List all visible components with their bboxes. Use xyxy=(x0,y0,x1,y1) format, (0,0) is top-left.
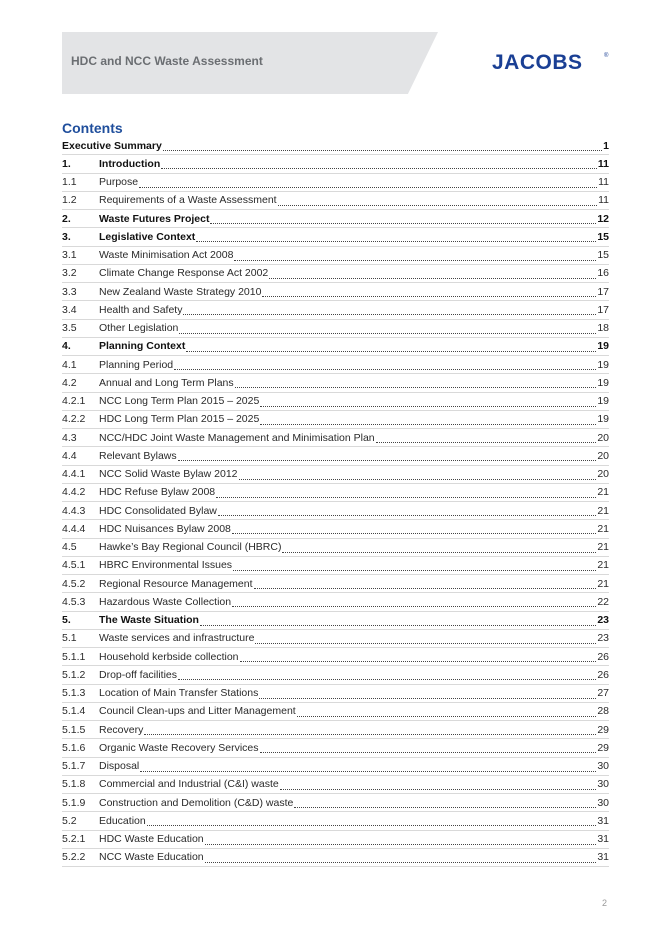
toc-entry-number: 5.1.8 xyxy=(62,778,86,791)
table-of-contents xyxy=(62,137,609,867)
toc-dot-leader xyxy=(255,631,596,644)
toc-entry-title: Regional Resource Management xyxy=(99,577,253,590)
toc-entry-title: NCC Long Term Plan 2015 – 2025 xyxy=(99,395,260,408)
registered-mark: ® xyxy=(604,53,609,59)
toc-entry-number: 3.2 xyxy=(62,267,77,280)
toc-entry-page: 19 xyxy=(597,376,609,389)
toc-entry-title: Climate Change Response Act 2002 xyxy=(99,267,269,280)
toc-entry[interactable] xyxy=(62,356,609,374)
toc-entry-number: 5.1.1 xyxy=(62,650,86,663)
toc-entry[interactable] xyxy=(62,739,609,757)
toc-entry-page: 15 xyxy=(597,249,609,262)
toc-entry-number: 4.3 xyxy=(62,431,77,444)
toc-entry-page: 11 xyxy=(598,194,609,207)
toc-entry[interactable] xyxy=(62,575,609,593)
toc-dot-leader xyxy=(232,594,596,607)
toc-entry-number: 5.1 xyxy=(62,632,77,645)
toc-entry-title: NCC Solid Waste Bylaw 2012 xyxy=(99,468,238,481)
toc-entry[interactable] xyxy=(62,320,609,338)
toc-entry-title: HDC Nuisances Bylaw 2008 xyxy=(99,522,231,535)
toc-entry-title: HDC Waste Education xyxy=(99,833,204,846)
toc-entry-number: 4.5.3 xyxy=(62,595,86,608)
toc-dot-leader xyxy=(183,302,596,315)
toc-entry-page: 12 xyxy=(597,212,609,225)
toc-entry[interactable] xyxy=(62,539,609,557)
toc-entry-number: 4.4 xyxy=(62,449,77,462)
toc-entry-title: Legislative Context xyxy=(99,230,196,243)
toc-dot-leader xyxy=(161,156,597,169)
toc-entry-page: 23 xyxy=(597,632,609,645)
toc-entry[interactable] xyxy=(62,648,609,666)
toc-entry-number: 4. xyxy=(62,340,71,353)
toc-entry-page: 30 xyxy=(597,796,609,809)
toc-entry[interactable] xyxy=(62,776,609,794)
toc-entry[interactable] xyxy=(62,630,609,648)
toc-entry-page: 31 xyxy=(597,851,609,864)
toc-entry[interactable] xyxy=(62,520,609,538)
toc-entry-title: Planning Period xyxy=(99,358,174,371)
toc-entry-title: Construction and Demolition (C&D) waste xyxy=(99,796,294,809)
toc-entry-number: 5.1.4 xyxy=(62,705,86,718)
toc-entry-number: 5. xyxy=(62,614,71,627)
toc-dot-leader xyxy=(294,795,596,808)
toc-entry[interactable] xyxy=(62,301,609,319)
toc-entry-title: Planning Context xyxy=(99,340,186,353)
toc-dot-leader xyxy=(147,813,597,826)
toc-entry-page: 29 xyxy=(597,741,609,754)
toc-dot-leader xyxy=(240,649,597,662)
toc-entry-number: 1.1 xyxy=(62,176,77,189)
toc-dot-leader xyxy=(232,521,596,534)
toc-entry-title: Drop-off facilities xyxy=(99,668,178,681)
toc-dot-leader xyxy=(234,248,596,261)
toc-entry[interactable] xyxy=(62,831,609,849)
toc-entry[interactable] xyxy=(62,812,609,830)
toc-entry-number: 5.2 xyxy=(62,814,77,827)
toc-entry-title: NCC Waste Education xyxy=(99,851,204,864)
toc-entry-title: HBRC Environmental Issues xyxy=(99,559,233,572)
toc-dot-leader xyxy=(278,193,597,206)
toc-entry-number: 4.2.2 xyxy=(62,413,86,426)
toc-entry-number: 3.5 xyxy=(62,322,77,335)
toc-entry[interactable] xyxy=(62,338,609,356)
toc-entry-page: 29 xyxy=(597,723,609,736)
toc-entry-title: Executive Summary xyxy=(62,139,162,152)
toc-entry[interactable] xyxy=(62,393,609,411)
toc-dot-leader xyxy=(218,503,596,516)
toc-entry[interactable] xyxy=(62,703,609,721)
toc-entry-page: 11 xyxy=(598,176,609,189)
toc-entry[interactable] xyxy=(62,685,609,703)
toc-entry-page: 19 xyxy=(597,395,609,408)
toc-entry-title: Council Clean-ups and Litter Management xyxy=(99,705,296,718)
toc-dot-leader xyxy=(297,704,597,717)
toc-entry[interactable] xyxy=(62,502,609,520)
toc-entry-number: 3.3 xyxy=(62,285,77,298)
toc-entry-title: HDC Refuse Bylaw 2008 xyxy=(99,486,216,499)
toc-entry-title: Organic Waste Recovery Services xyxy=(99,741,259,754)
toc-entry-page: 31 xyxy=(597,833,609,846)
toc-entry-number: 4.5.2 xyxy=(62,577,86,590)
toc-entry[interactable] xyxy=(62,721,609,739)
toc-entry-page: 26 xyxy=(597,668,609,681)
toc-entry[interactable] xyxy=(62,593,609,611)
toc-entry-page: 19 xyxy=(597,413,609,426)
toc-entry[interactable] xyxy=(62,429,609,447)
toc-dot-leader xyxy=(178,667,596,680)
toc-entry-page: 20 xyxy=(597,431,609,444)
toc-entry-page: 19 xyxy=(597,358,609,371)
toc-entry-page: 21 xyxy=(597,577,609,590)
toc-entry-number: 5.1.6 xyxy=(62,741,86,754)
toc-entry-page: 23 xyxy=(597,614,609,627)
toc-dot-leader xyxy=(140,759,596,772)
toc-entry-title: New Zealand Waste Strategy 2010 xyxy=(99,285,262,298)
toc-entry-number: 3. xyxy=(62,230,71,243)
toc-entry-page: 20 xyxy=(597,468,609,481)
toc-entry-page: 15 xyxy=(597,230,609,243)
toc-entry-title: Recovery xyxy=(99,723,144,736)
toc-dot-leader xyxy=(179,321,596,334)
toc-entry-title: Waste Minimisation Act 2008 xyxy=(99,249,234,262)
toc-entry-page: 22 xyxy=(597,595,609,608)
toc-entry-number: 1. xyxy=(62,157,71,170)
toc-entry-number: 4.5 xyxy=(62,541,77,554)
toc-entry-title: Annual and Long Term Plans xyxy=(99,376,234,389)
toc-dot-leader xyxy=(235,375,597,388)
toc-dot-leader xyxy=(269,266,596,279)
toc-entry-number: 3.1 xyxy=(62,249,77,262)
toc-dot-leader xyxy=(233,558,596,571)
toc-entry-number: 5.2.2 xyxy=(62,851,86,864)
toc-dot-leader xyxy=(174,357,596,370)
toc-entry-title: Disposal xyxy=(99,760,140,773)
toc-entry-title: HDC Consolidated Bylaw xyxy=(99,504,217,517)
toc-entry-title: Other Legislation xyxy=(99,322,179,335)
toc-entry-page: 19 xyxy=(597,340,609,353)
toc-dot-leader xyxy=(216,485,596,498)
toc-dot-leader xyxy=(178,448,597,461)
document-header-title: HDC and NCC Waste Assessment xyxy=(71,54,263,68)
toc-entry-number: 5.1.9 xyxy=(62,796,86,809)
page-number: 2 xyxy=(602,898,608,908)
toc-dot-leader xyxy=(280,777,597,790)
toc-entry-page: 20 xyxy=(597,449,609,462)
toc-dot-leader xyxy=(186,339,596,352)
toc-entry-page: 27 xyxy=(597,687,609,700)
toc-entry-page: 30 xyxy=(597,778,609,791)
toc-entry-title: Waste Futures Project xyxy=(99,212,210,225)
toc-entry-number: 4.2.1 xyxy=(62,395,86,408)
toc-entry-page: 11 xyxy=(597,157,609,170)
toc-entry-number: 1.2 xyxy=(62,194,77,207)
toc-entry-page: 31 xyxy=(597,814,609,827)
toc-entry-page: 21 xyxy=(597,522,609,535)
toc-dot-leader xyxy=(282,540,596,553)
toc-entry[interactable] xyxy=(62,484,609,502)
toc-entry[interactable] xyxy=(62,374,609,392)
toc-entry[interactable] xyxy=(62,447,609,465)
toc-entry-page: 21 xyxy=(597,559,609,572)
toc-dot-leader xyxy=(239,467,597,480)
toc-entry[interactable] xyxy=(62,155,609,173)
toc-entry[interactable] xyxy=(62,265,609,283)
toc-entry-number: 2. xyxy=(62,212,71,225)
toc-entry-number: 5.2.1 xyxy=(62,833,86,846)
toc-entry-page: 21 xyxy=(597,541,609,554)
toc-entry-title: Relevant Bylaws xyxy=(99,449,177,462)
toc-entry-page: 30 xyxy=(597,760,609,773)
toc-entry[interactable] xyxy=(62,666,609,684)
toc-dot-leader xyxy=(210,211,596,224)
toc-dot-leader xyxy=(144,722,596,735)
toc-entry[interactable] xyxy=(62,137,609,155)
toc-entry-title: The Waste Situation xyxy=(99,614,199,627)
toc-entry-page: 28 xyxy=(597,705,609,718)
toc-entry[interactable] xyxy=(62,228,609,246)
toc-entry-number: 4.5.1 xyxy=(62,559,86,572)
toc-entry-page: 21 xyxy=(597,504,609,517)
toc-dot-leader xyxy=(196,229,596,242)
toc-entry[interactable] xyxy=(62,758,609,776)
toc-dot-leader xyxy=(262,284,596,297)
contents-heading: Contents xyxy=(62,120,123,136)
toc-entry-title: Commercial and Industrial (C&I) waste xyxy=(99,778,279,791)
toc-entry-number: 4.1 xyxy=(62,358,77,371)
toc-dot-leader xyxy=(205,850,597,863)
toc-entry-title: Introduction xyxy=(99,157,161,170)
toc-dot-leader xyxy=(200,613,596,626)
toc-entry-page: 17 xyxy=(597,303,609,316)
toc-entry[interactable] xyxy=(62,849,609,867)
toc-entry-title: Education xyxy=(99,814,146,827)
toc-entry[interactable] xyxy=(62,174,609,192)
toc-entry-page: 16 xyxy=(597,267,609,280)
toc-dot-leader xyxy=(163,138,602,151)
toc-entry-title: HDC Long Term Plan 2015 – 2025 xyxy=(99,413,260,426)
toc-entry-title: Hawke’s Bay Regional Council (HBRC) xyxy=(99,541,282,554)
toc-entry-title: NCC/HDC Joint Waste Management and Minimisation Plan xyxy=(99,431,375,444)
toc-dot-leader xyxy=(376,430,597,443)
toc-entry-title: Hazardous Waste Collection xyxy=(99,595,232,608)
toc-entry-page: 17 xyxy=(597,285,609,298)
toc-entry-title: Waste services and infrastructure xyxy=(99,632,255,645)
toc-entry-page: 26 xyxy=(597,650,609,663)
toc-entry-title: Health and Safety xyxy=(99,303,183,316)
toc-dot-leader xyxy=(259,686,596,699)
toc-dot-leader xyxy=(260,740,597,753)
toc-dot-leader xyxy=(205,832,597,845)
toc-dot-leader xyxy=(139,175,597,188)
toc-entry-number: 5.1.3 xyxy=(62,687,86,700)
toc-entry[interactable] xyxy=(62,794,609,812)
toc-entry-number: 4.4.2 xyxy=(62,486,86,499)
toc-entry-number: 5.1.5 xyxy=(62,723,86,736)
toc-entry-title: Purpose xyxy=(99,176,139,189)
toc-entry[interactable] xyxy=(62,411,609,429)
jacobs-logo: JACOBS xyxy=(492,51,583,74)
toc-entry-page: 18 xyxy=(597,322,609,335)
toc-entry-page: 21 xyxy=(597,486,609,499)
toc-entry-title: Household kerbside collection xyxy=(99,650,239,663)
toc-entry-page: 1 xyxy=(603,139,609,152)
toc-entry[interactable] xyxy=(62,210,609,228)
toc-entry[interactable] xyxy=(62,612,609,630)
toc-entry-number: 5.1.2 xyxy=(62,668,86,681)
toc-entry[interactable] xyxy=(62,247,609,265)
toc-entry[interactable] xyxy=(62,466,609,484)
toc-entry[interactable] xyxy=(62,283,609,301)
toc-entry-title: Location of Main Transfer Stations xyxy=(99,687,259,700)
toc-entry-number: 3.4 xyxy=(62,303,77,316)
toc-entry-number: 4.4.4 xyxy=(62,522,86,535)
toc-entry-number: 4.2 xyxy=(62,376,77,389)
toc-dot-leader xyxy=(254,576,597,589)
toc-entry[interactable] xyxy=(62,192,609,210)
toc-dot-leader xyxy=(260,394,596,407)
toc-entry-number: 4.4.1 xyxy=(62,468,86,481)
toc-dot-leader xyxy=(260,412,596,425)
toc-entry-number: 4.4.3 xyxy=(62,504,86,517)
toc-entry-title: Requirements of a Waste Assessment xyxy=(99,194,277,207)
toc-entry-number: 5.1.7 xyxy=(62,760,86,773)
toc-entry[interactable] xyxy=(62,557,609,575)
